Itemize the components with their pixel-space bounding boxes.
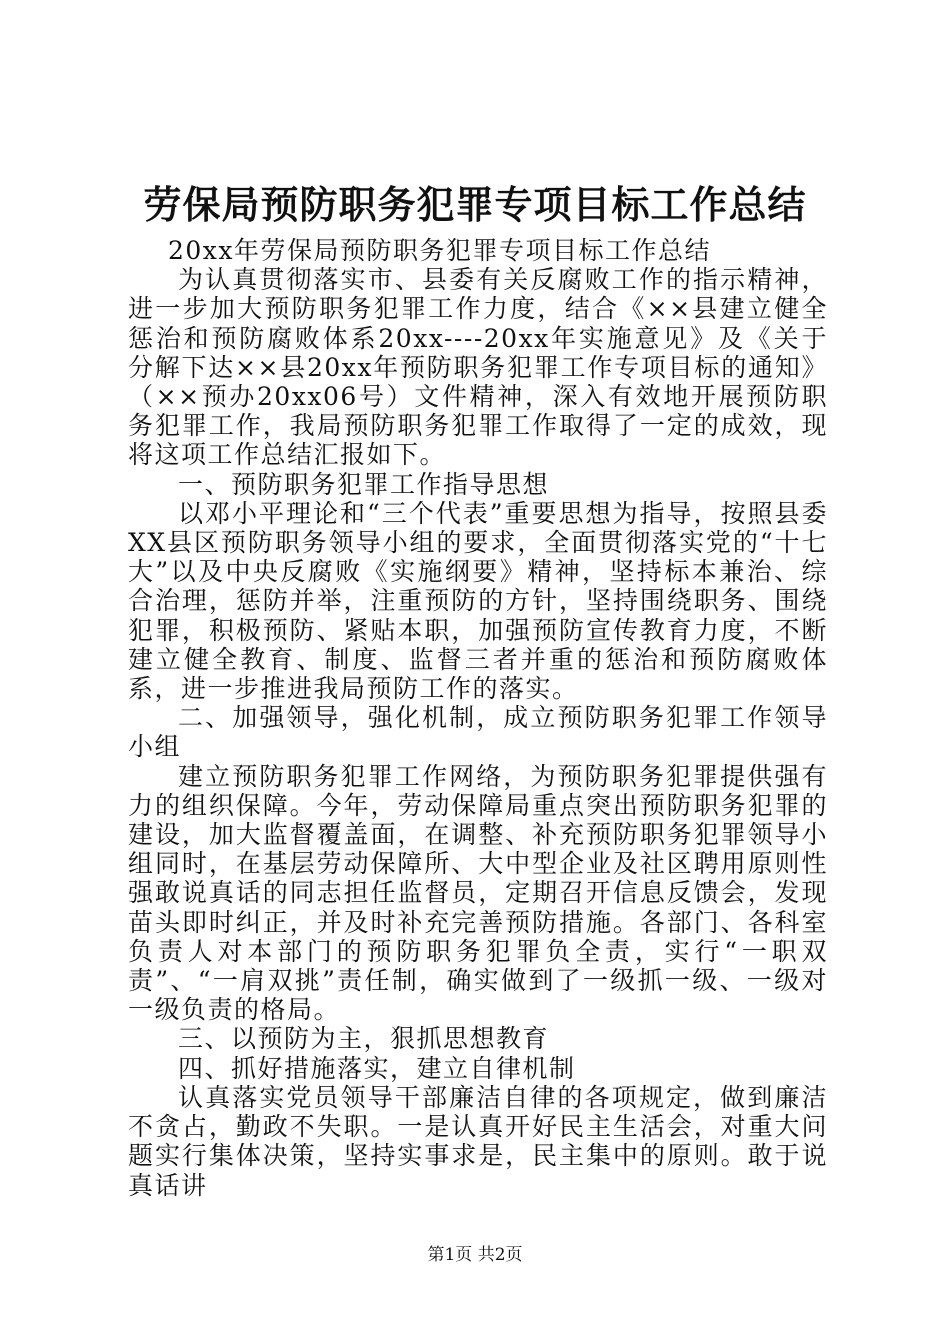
section-heading-1: 一、预防职务犯罪工作指导思想 <box>178 469 550 499</box>
intro-paragraph: 为认真贯彻落实市、县委有关反腐败工作的指示精神，进一步加大预防职务犯罪工作力度，结合《××县建立健全惩治和预防腐败体系20xx----20xx年实施意见》及《关于分解下达××县20xx年预防职务犯罪工作专项目标的通知》（××预办20xx06号）文件精神，深入有效地开展预防职务犯罪工作，我局预防职务犯罪工作取得了一定的成效，现将这项工作总结汇报如下。 <box>128 265 828 470</box>
section-heading-4: 四、抓好措施落实，建立自律机制 <box>178 1053 576 1083</box>
section-heading-3: 三、以预防为主，狠抓思想教育 <box>178 1024 550 1054</box>
section-2-paragraph: 建立预防职务犯罪工作网络，为预防职务犯罪提供强有力的组织保障。今年，劳动保障局重点突出预防职务犯罪的建设，加大监督覆盖面，在调整、补充预防职务犯罪领导小组同时，在基层劳动保障所、大中型企业及社区聘用原则性强敢说真话的同志担任监督员，定期召开信息反馈会，发现苗头即时纠正，并及时补充完善预防措施。各部门、各科室负责人对本部门的预防职务犯罪负全责，实行“一职双责”、“一肩双挑”责任制，确实做到了一级抓一级、一级对一级负责的格局。 <box>128 761 828 1025</box>
section-4-paragraph: 认真落实党员领导干部廉洁自律的各项规定，做到廉洁不贪占，勤政不失职。一是认真开好民主生活会，对重大问题实行集体决策，坚持实事求是，民主集中的原则。敢于说真话讲 <box>128 1082 828 1200</box>
document-title: 劳保局预防职务犯罪专项目标工作总结 <box>143 182 807 227</box>
subtitle-paragraph: 20xx年劳保局预防职务犯罪专项目标工作总结 <box>168 236 712 265</box>
section-heading-2: 二、加强领导，强化机制，成立预防职务犯罪工作领导小组 <box>128 703 828 762</box>
document-body <box>128 236 828 1200</box>
page-footer: 第1页 共2页 <box>427 1245 523 1265</box>
section-1-paragraph: 以邓小平理论和“三个代表”重要思想为指导，按照县委XX县区预防职务领导小组的要求，全面贯彻落实党的“十七大”以及中央反腐败《实施纲要》精神，坚持标本兼治、综合治理，惩防并举，注重预防的方针，坚持围绕职务、围绕犯罪，积极预防、紧贴本职，加强预防宣传教育力度，不断建立健全教育、制度、监督三者并重的惩治和预防腐败体系，进一步推进我局预防工作的落实。 <box>128 498 828 704</box>
